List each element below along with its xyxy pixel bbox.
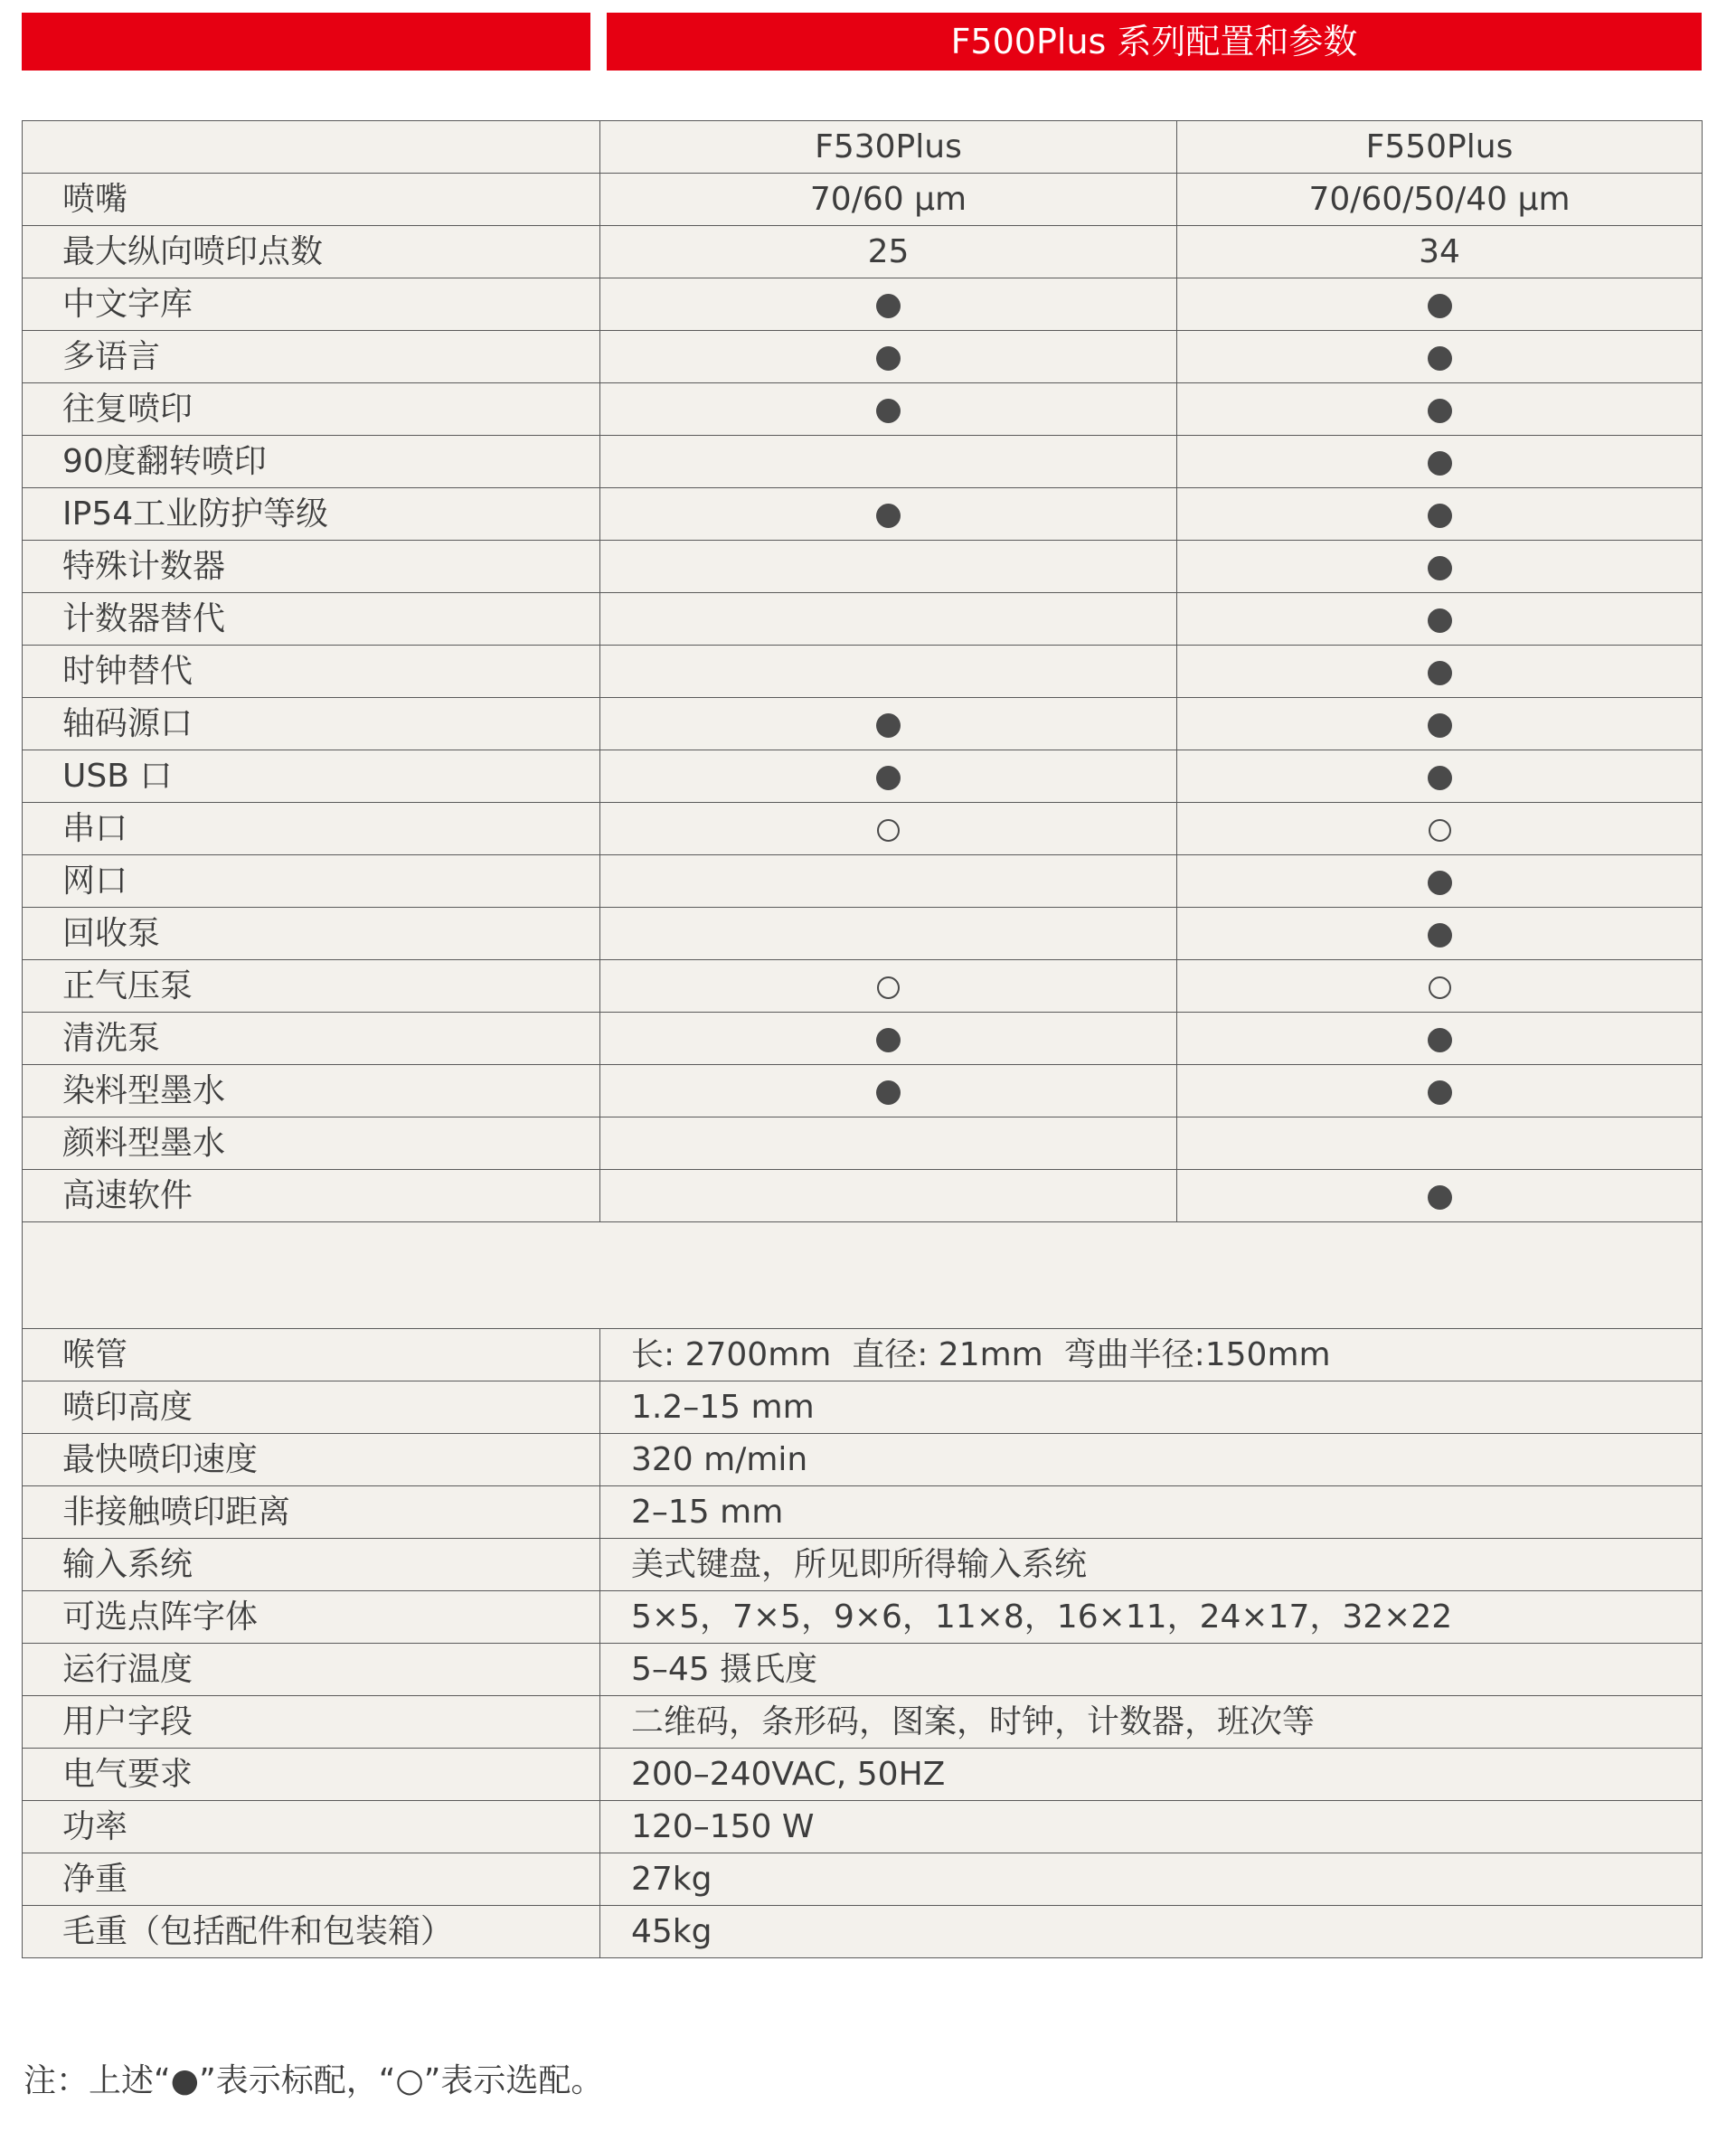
param-value: 5–45 摄氏度 (600, 1644, 1703, 1696)
standard-dot-icon (1428, 1028, 1452, 1052)
table-row (23, 331, 1703, 383)
table-row (23, 226, 1703, 278)
f530-cell: 70/60 μm (600, 174, 1177, 226)
f530-cell (600, 436, 1177, 488)
f530-cell (600, 960, 1177, 1013)
standard-dot-icon (1428, 661, 1452, 685)
column-header: F530Plus (600, 121, 1177, 174)
f550-cell (1177, 803, 1703, 855)
param-value: 长: 2700mm 直径: 21mm 弯曲半径:150mm (600, 1329, 1703, 1381)
row-label: 最快喷印速度 (23, 1434, 600, 1486)
f550-cell (1177, 278, 1703, 331)
standard-dot-icon (876, 504, 901, 528)
standard-dot-icon (876, 1080, 901, 1105)
table-row (23, 1749, 1703, 1801)
table-row (23, 383, 1703, 436)
param-value: 2–15 mm (600, 1486, 1703, 1539)
optional-circle-icon (1429, 976, 1451, 999)
row-label: 往复喷印 (23, 383, 600, 436)
standard-dot-icon (1428, 346, 1452, 371)
row-label: 特殊计数器 (23, 541, 600, 593)
f550-cell (1177, 646, 1703, 698)
row-label: 最大纵向喷印点数 (23, 226, 600, 278)
table-row (23, 750, 1703, 803)
standard-dot-icon (1428, 504, 1452, 528)
table-row (23, 1117, 1703, 1170)
table-row (23, 803, 1703, 855)
f530-cell (600, 593, 1177, 646)
f530-cell (600, 1117, 1177, 1170)
f550-cell (1177, 593, 1703, 646)
row-label: 高速软件 (23, 1170, 600, 1222)
header-bar-right (607, 13, 1702, 71)
param-value: 美式键盘，所见即所得输入系统 (600, 1539, 1703, 1591)
f550-cell: 34 (1177, 226, 1703, 278)
table-row (23, 855, 1703, 908)
f530-cell (600, 488, 1177, 541)
f530-cell: 25 (600, 226, 1177, 278)
param-value: 320 m/min (600, 1434, 1703, 1486)
row-label: 可选点阵字体 (23, 1591, 600, 1644)
f550-cell (1177, 1065, 1703, 1117)
param-value: 1.2–15 mm (600, 1381, 1703, 1434)
standard-dot-icon (1428, 1080, 1452, 1105)
spec-table (22, 120, 1703, 1958)
standard-dot-icon (1428, 923, 1452, 948)
standard-dot-icon (1428, 1185, 1452, 1210)
spacer-cell (23, 1222, 1703, 1329)
header-bar-left (22, 13, 590, 71)
table-row (23, 174, 1703, 226)
optional-circle-icon (877, 819, 900, 842)
row-label: 回收泵 (23, 908, 600, 960)
optional-circle-icon (1429, 819, 1451, 842)
row-label: 90度翻转喷印 (23, 436, 600, 488)
f530-cell (600, 278, 1177, 331)
row-label: 非接触喷印距离 (23, 1486, 600, 1539)
row-label: 喉管 (23, 1329, 600, 1381)
standard-dot-icon (876, 399, 901, 423)
table-row (23, 960, 1703, 1013)
f530-cell (600, 698, 1177, 750)
row-label: 串口 (23, 803, 600, 855)
f550-cell (1177, 383, 1703, 436)
standard-dot-icon (876, 766, 901, 790)
column-header (23, 121, 600, 174)
param-value: 5×5，7×5，9×6，11×8，16×11，24×17，32×22 (600, 1591, 1703, 1644)
standard-dot-icon (876, 1028, 901, 1052)
f530-cell (600, 1013, 1177, 1065)
row-label: 中文字库 (23, 278, 600, 331)
param-value: 二维码，条形码，图案，时钟，计数器，班次等 (600, 1696, 1703, 1749)
row-label: 电气要求 (23, 1749, 600, 1801)
f530-cell (600, 1170, 1177, 1222)
f550-cell (1177, 1117, 1703, 1170)
row-label: 清洗泵 (23, 1013, 600, 1065)
row-label: 净重 (23, 1853, 600, 1906)
table-row (23, 1065, 1703, 1117)
row-label: 计数器替代 (23, 593, 600, 646)
param-value: 45kg (600, 1906, 1703, 1958)
standard-dot-icon (876, 713, 901, 738)
table-row (23, 1906, 1703, 1958)
row-label: 运行温度 (23, 1644, 600, 1696)
standard-dot-icon (1428, 766, 1452, 790)
table-row (23, 1329, 1703, 1381)
param-value: 200–240VAC, 50HZ (600, 1749, 1703, 1801)
row-label: 多语言 (23, 331, 600, 383)
param-value: 27kg (600, 1853, 1703, 1906)
row-label: 时钟替代 (23, 646, 600, 698)
standard-dot-icon (1428, 556, 1452, 580)
f530-cell (600, 331, 1177, 383)
standard-dot-icon (1428, 294, 1452, 318)
optional-circle-icon (877, 976, 900, 999)
table-spacer-row (23, 1222, 1703, 1329)
table-row (23, 1853, 1703, 1906)
table-row (23, 1170, 1703, 1222)
column-header: F550Plus (1177, 121, 1703, 174)
row-label: 染料型墨水 (23, 1065, 600, 1117)
table-row (23, 698, 1703, 750)
param-value: 120–150 W (600, 1801, 1703, 1853)
f530-cell (600, 541, 1177, 593)
table-row (23, 1644, 1703, 1696)
standard-dot-icon (1428, 871, 1452, 895)
row-label: 用户字段 (23, 1696, 600, 1749)
f550-cell (1177, 750, 1703, 803)
row-label: 功率 (23, 1801, 600, 1853)
row-label: 喷嘴 (23, 174, 600, 226)
table-row (23, 1013, 1703, 1065)
table-row (23, 646, 1703, 698)
table-row (23, 436, 1703, 488)
standard-dot-icon (1428, 399, 1452, 423)
table-row (23, 278, 1703, 331)
table-row (23, 593, 1703, 646)
f530-cell (600, 750, 1177, 803)
row-label: 毛重（包括配件和包装箱） (23, 1906, 600, 1958)
row-label: USB 口 (23, 750, 600, 803)
f550-cell (1177, 436, 1703, 488)
row-label: 轴码源口 (23, 698, 600, 750)
row-label: 网口 (23, 855, 600, 908)
table-row (23, 1801, 1703, 1853)
row-label: 正气压泵 (23, 960, 600, 1013)
row-label: 输入系统 (23, 1539, 600, 1591)
f530-cell (600, 908, 1177, 960)
f530-cell (600, 646, 1177, 698)
f530-cell (600, 803, 1177, 855)
f550-cell (1177, 541, 1703, 593)
table-row (23, 1696, 1703, 1749)
table-row (23, 1381, 1703, 1434)
standard-dot-icon (876, 294, 901, 318)
f550-cell: 70/60/50/40 μm (1177, 174, 1703, 226)
row-label: 颜料型墨水 (23, 1117, 600, 1170)
table-row (23, 908, 1703, 960)
f550-cell (1177, 331, 1703, 383)
standard-dot-icon (1428, 608, 1452, 633)
f550-cell (1177, 855, 1703, 908)
f550-cell (1177, 698, 1703, 750)
f550-cell (1177, 908, 1703, 960)
page-title: F500Plus 系列配置和参数 (950, 22, 1358, 61)
table-row (23, 541, 1703, 593)
f550-cell (1177, 960, 1703, 1013)
table-row (23, 1591, 1703, 1644)
f530-cell (600, 855, 1177, 908)
standard-dot-icon (1428, 713, 1452, 738)
f550-cell (1177, 488, 1703, 541)
f530-cell (600, 383, 1177, 436)
f530-cell (600, 1065, 1177, 1117)
table-header-row (23, 121, 1703, 174)
standard-dot-icon (1428, 451, 1452, 476)
standard-dot-icon (876, 346, 901, 371)
row-label: IP54工业防护等级 (23, 488, 600, 541)
table-row (23, 1539, 1703, 1591)
footnote: 注：上述“●”表示标配，“○”表示选配。 (24, 2062, 604, 2099)
table-row (23, 1434, 1703, 1486)
table-row (23, 488, 1703, 541)
table-row (23, 1486, 1703, 1539)
f550-cell (1177, 1170, 1703, 1222)
row-label: 喷印高度 (23, 1381, 600, 1434)
f550-cell (1177, 1013, 1703, 1065)
